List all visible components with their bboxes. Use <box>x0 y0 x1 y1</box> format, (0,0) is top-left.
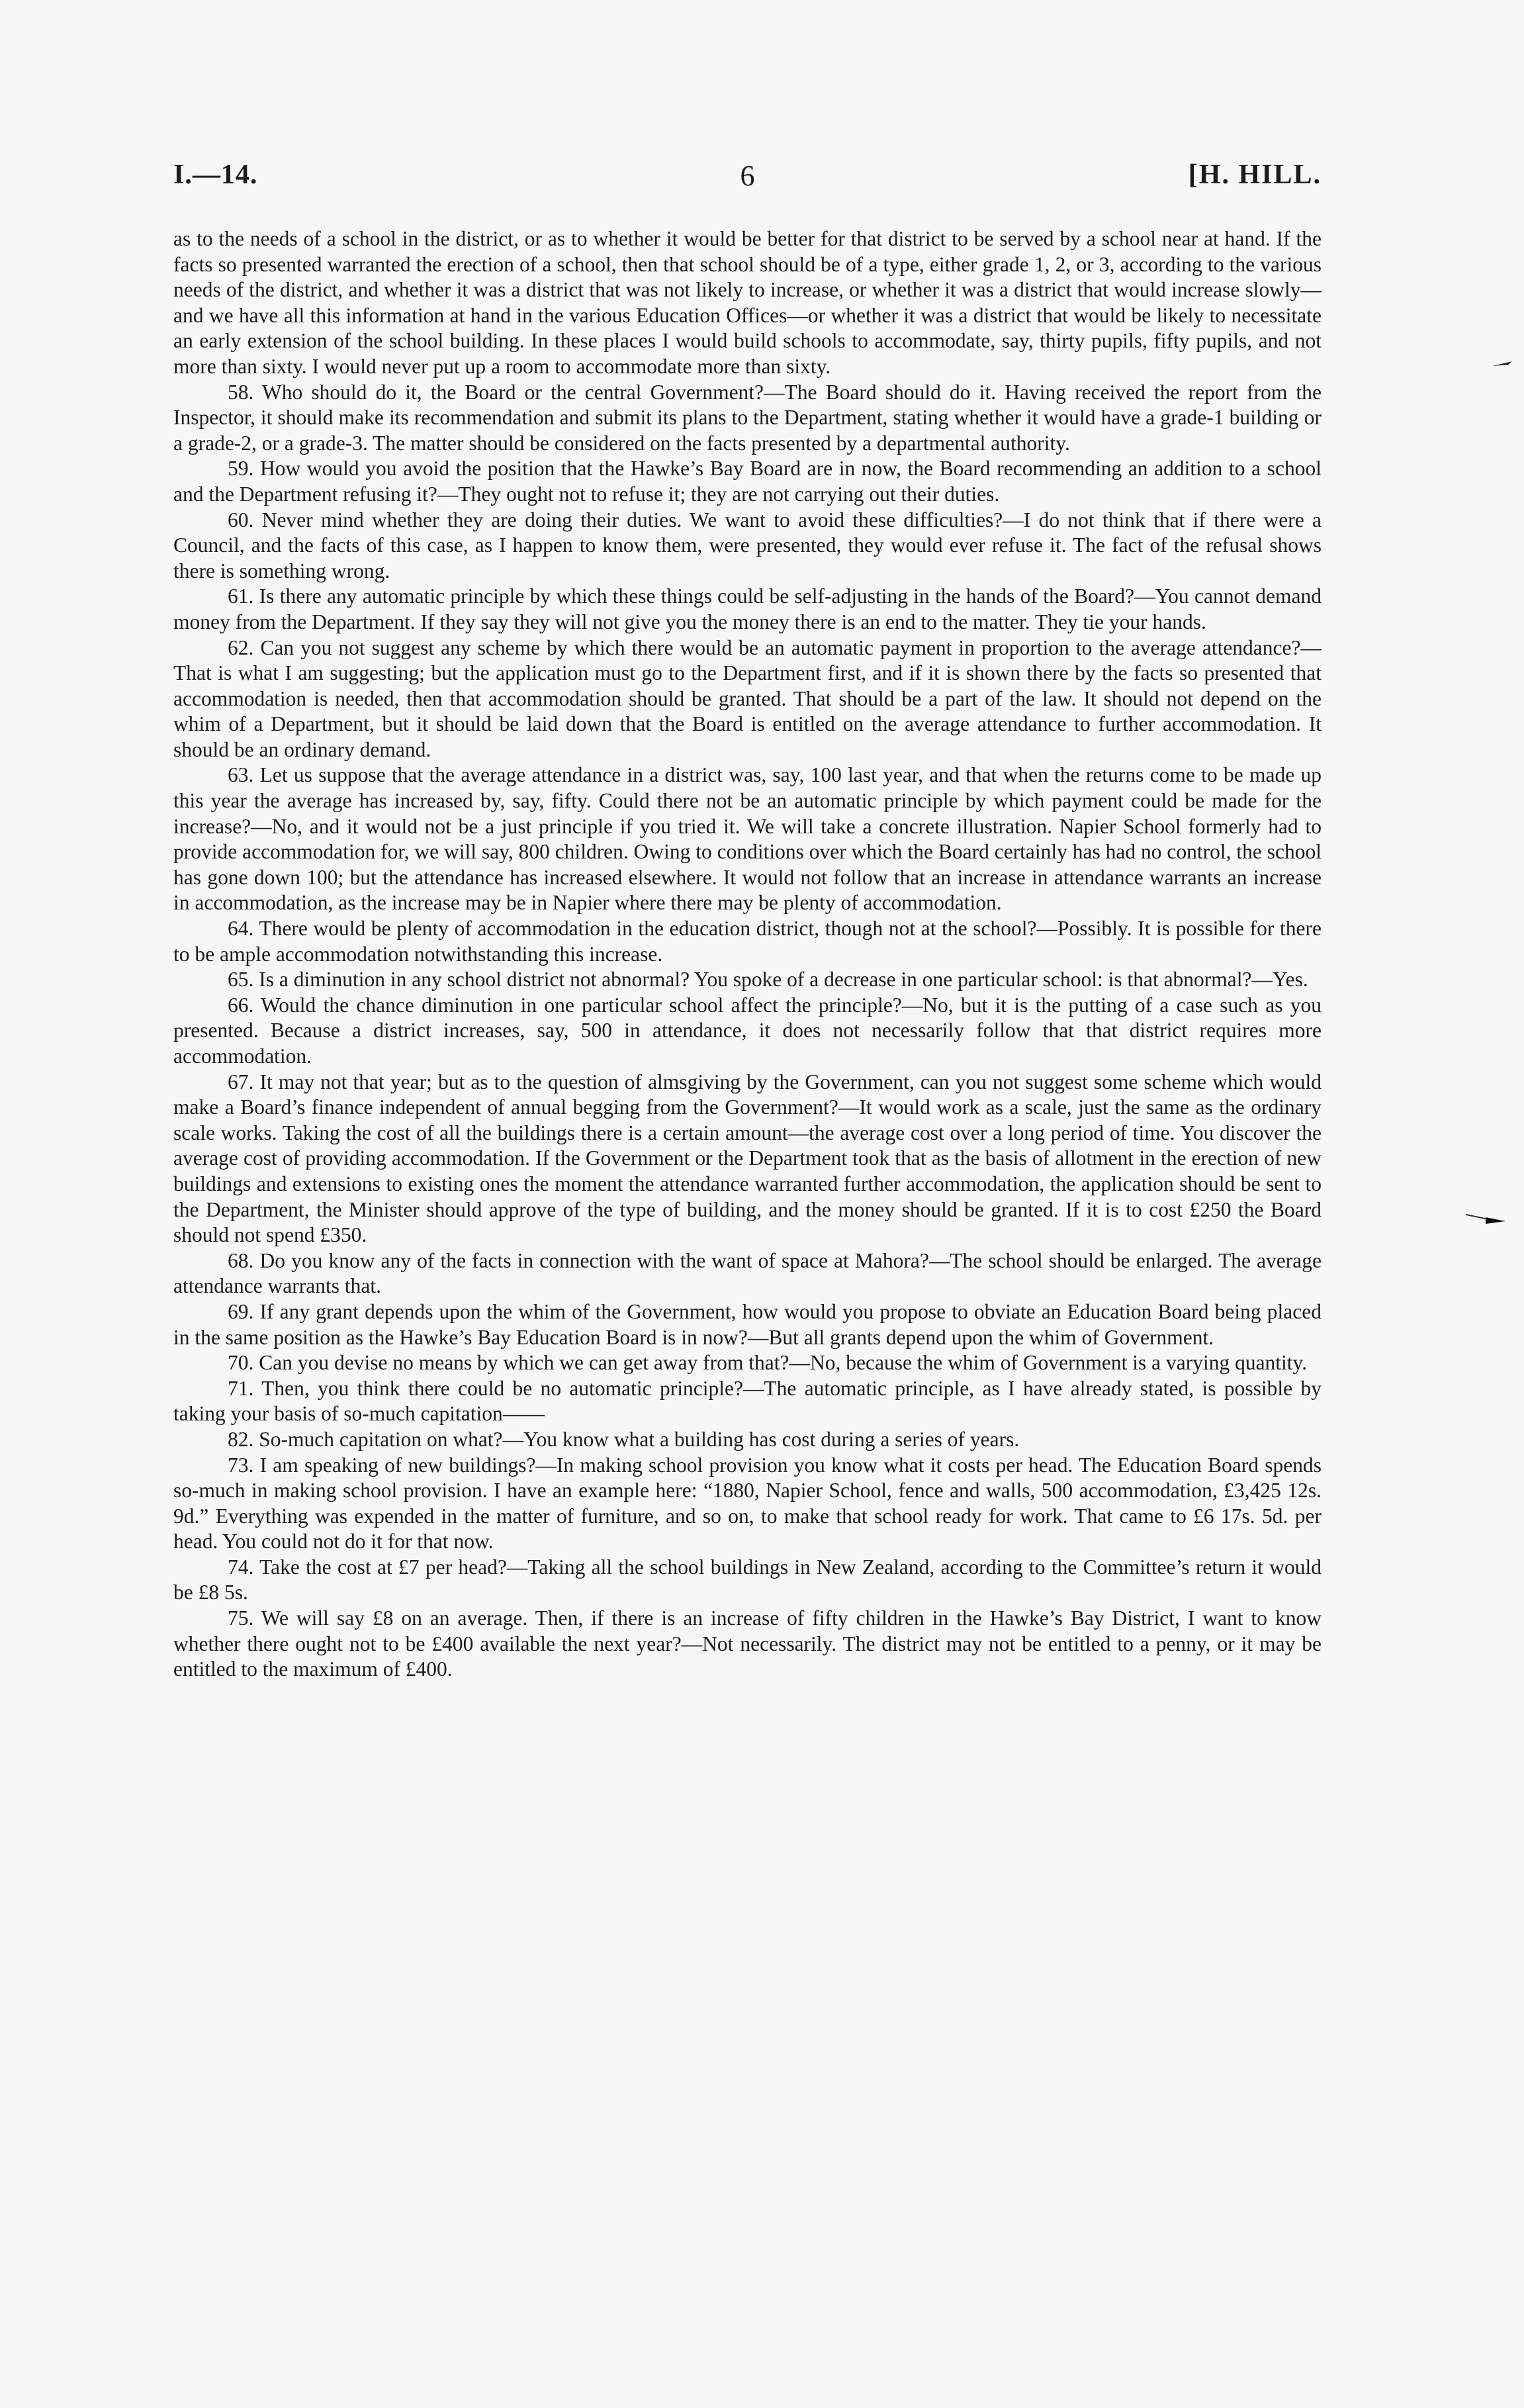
question-66: 66. Would the chance diminution in one particular school affect the principle?—No, but it is the putting of a case such as you presented. Because a district increases, say, 500 in attendance, it does not necessarily follow that that district requires more accommodation. <box>173 993 1322 1068</box>
question-61: 61. Is there any automatic principle by which these things could be self-adjusting in the hands of the Board?—You cannot demand money from the Department. If they say they will not give you the money there is an end to the matter. They tie your hands. <box>173 584 1322 633</box>
question-82: 82. So-much capitation on what?—You know what a building has cost during a series of years. <box>228 1427 1020 1451</box>
question-74: 74. Take the cost at £7 per head?—Taking all the school buildings in New Zealand, according to the Committee’s return it would be £8 5s. <box>173 1555 1322 1604</box>
margin-mark-icon <box>1492 361 1512 367</box>
question-68: 68. Do you know any of the facts in connection with the want of space at Mahora?—The school should be enlarged. The average attendance warrants that. <box>173 1248 1322 1298</box>
question-62: 62. Can you not suggest any scheme by which there would be an automatic payment in proportion to the average attendance?—That is what I am suggesting; but the application must go to the Department first, and if it is shown there by the facts so presented that accommodation is needed, then that accommodation should be granted. That should be a part of the law. It should not depend on the whim of a Department, but it should be laid down that the Board is entitled on the average attendance to further accommodation. It should be an ordinary demand. <box>173 635 1322 761</box>
question-67: 67. It may not that year; but as to the question of almsgiving by the Government, can you not suggest some scheme which would make a Board’s finance independent of annual begging from the Government?—It would work as a scale, just the same as the ordinary scale works. Taking the cost of all the buildings there is a certain amount—the average cost over a long period of time. You discover the average cost of providing accommodation. If the Government or the Department took that as the basis of allotment in the erection of new buildings and extensions to existing ones the moment the attendance warranted further accommodation, the application should be sent to the Department, the Minister should approve of the type of building, and the money should be granted. If it is to cost £250 the Board should not spend £350. <box>173 1070 1322 1247</box>
question-65: 65. Is a diminution in any school district not abnormal? You spoke of a decrease in one particular school: is that abnormal?—Yes. <box>228 968 1308 992</box>
question-64: 64. There would be plenty of accommodation in the education district, though not at the school?—Possibly. It is possible for there to be ample accommodation notwithstanding this increase. <box>173 917 1322 966</box>
page-header <box>173 159 1322 199</box>
page-number: 6 <box>740 160 755 192</box>
question-71: 71. Then, you think there could be no automatic principle?—The automatic principle, as I have already stated, is possible by taking your basis of so-much capitation—— <box>173 1376 1322 1426</box>
paragraph-continuation: as to the needs of a school in the district, or as to whether it would be better for that district to be served by a school near at hand. If the facts so presented warranted the erection of a school, then that school should be of a type, either grade 1, 2, or 3, according to the various needs of the district, and whether it was a district that was not likely to increase, or whether it was a district that would increase slowly—and we have all this information at hand in the various Education Offices—or whether it was a district that would be likely to necessitate an early extension of the school building. In these places I would build schools to accommodate, say, thirty pupils, fifty pupils, and not more than sixty. I would never put up a room to accommodate more than sixty. <box>173 227 1322 378</box>
question-73: 73. I am speaking of new buildings?—In making school provision you know what it costs per head. The Education Board spends so-much in making school provision. I have an example here: “1880, Napier School, fence and walls, 500 accommodation, £3,425 12s. 9d.” Everything was expended in the matter of furniture, and so on, to make that school ready for work. That came to £6 17s. 5d. per head. You could not do it for that now. <box>173 1453 1322 1553</box>
question-70: 70. Can you devise no means by which we can get away from that?—No, because the whim of Government is a varying quantity. <box>228 1351 1308 1375</box>
question-60: 60. Never mind whether they are doing their duties. We want to avoid these difficulties?—I do not think that if there were a Council, and the facts of this case, as I happen to know them, were presented, they would ever refuse it. The fact of the refusal shows there is something wrong. <box>173 508 1322 582</box>
question-75: 75. We will say £8 on an average. Then, if there is an increase of fifty children in the Hawke’s Bay District, I want to know whether there ought not to be £400 available the next year?—Not necessarily. The district may not be entitled to a penny, or it may be entitled to the maximum of £400. <box>173 1606 1322 1681</box>
header-paper-reference: I.—14. <box>173 160 258 190</box>
transcript-body <box>173 226 1322 1683</box>
margin-arrow-icon <box>1466 1213 1505 1225</box>
question-58: 58. Who should do it, the Board or the central Government?—The Board should do it. Having received the report from the Inspector, it should make its recommendation and submit its plans to the Department, stating whether it would have a grade-1 building or a grade-2, or a grade-3. The matter should be considered on the facts presented by a departmental authority. <box>173 380 1322 455</box>
question-63: 63. Let us suppose that the average attendance in a district was, say, 100 last year, and that when the returns come to be made up this year the average has increased by, say, fifty. Could there not be an automatic principle by which payment could be made for the increase?—No, and it would not be a just principle if you tried it. We will take a concrete illustration. Napier School formerly had to provide accommodation for, we will say, 800 children. Owing to conditions over which the Board certainly has had no control, the school has gone down 100; but the attendance has increased elsewhere. It would not follow that an increase in attendance warrants an increase in accommodation, as the increase may be in Napier where there may be plenty of accommodation. <box>173 763 1322 915</box>
question-69: 69. If any grant depends upon the whim of the Government, how would you propose to obviate an Education Board being placed in the same position as the Hawke’s Bay Education Board is in now?—But all grants depend upon the whim of Government. <box>173 1299 1322 1349</box>
header-witness-name: [H. HILL. <box>1188 160 1322 190</box>
question-59: 59. How would you avoid the position that the Hawke’s Bay Board are in now, the Board recommending an addition to a school and the Department refusing it?—They ought not to refuse it; they are not carrying out their duties. <box>173 457 1322 506</box>
